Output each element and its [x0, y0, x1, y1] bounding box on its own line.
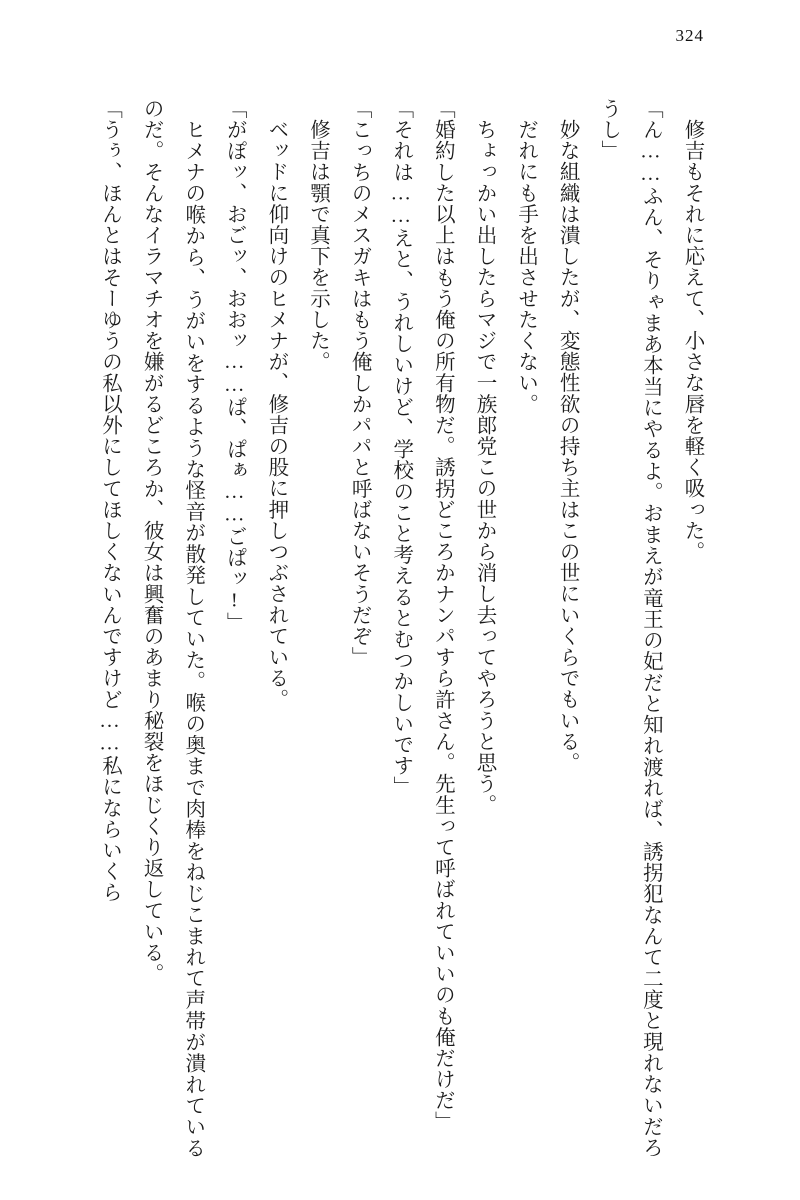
paragraph: 修吉は顎で真下を示した。	[306, 118, 329, 372]
paragraph: 修吉もそれに応えて、小さな唇を軽く吸った。	[681, 118, 703, 562]
page-body-text	[52, 98, 712, 1158]
paragraph: 「それは……えと、うれしいけど、学校のこと考えるとむつかしいです」	[389, 98, 412, 798]
paragraph: ちょっかい出したらマジで一族郎党この世から消し去ってやろうと思う。	[472, 118, 495, 815]
paragraph: 「ん……ふん、そりゃまあ本当にやるよ。おまえが竜王の妃だと知れ渡れば、誘拐犯なんて二度と現れないだろうし」	[597, 98, 662, 1158]
page-number: 324	[675, 26, 704, 45]
paragraph: 「がぽッ、おごッ、おおッ……ぱ、ぱぁ……ごぱッ!」	[223, 98, 246, 633]
paragraph: 「うぅ、ほんとはそーゆうの私以外にしてほしくないんですけど……私にならいくら	[98, 98, 121, 903]
paragraph: ベッドに仰向けのヒメナが、修吉の股に押しつぶされている。	[264, 118, 287, 710]
paragraph: 妙な組織は潰したが、変態性欲の持ち主はこの世にいくらでもいる。	[556, 118, 579, 773]
paragraph: 「こっちのメスガキはもう俺しかパパと呼ばないそうだぞ」	[348, 98, 371, 668]
paragraph: 「婚約した以上はもう俺の所有物だ。誘拐どころかナンパすら許さん。先生って呼ばれていいのも俺だけだ」	[431, 98, 454, 1132]
paragraph: ヒメナの喉から、うがいをするような怪音が散発していた。喉の奥まで肉棒をねじこまれて声帯が潰れているのだ。そんなイラマチオを嫌がるどころか、彼女は興奮のあまり秘裂をほじくり返している。	[140, 98, 204, 1158]
paragraph: だれにも手を出させたくない。	[514, 118, 537, 414]
